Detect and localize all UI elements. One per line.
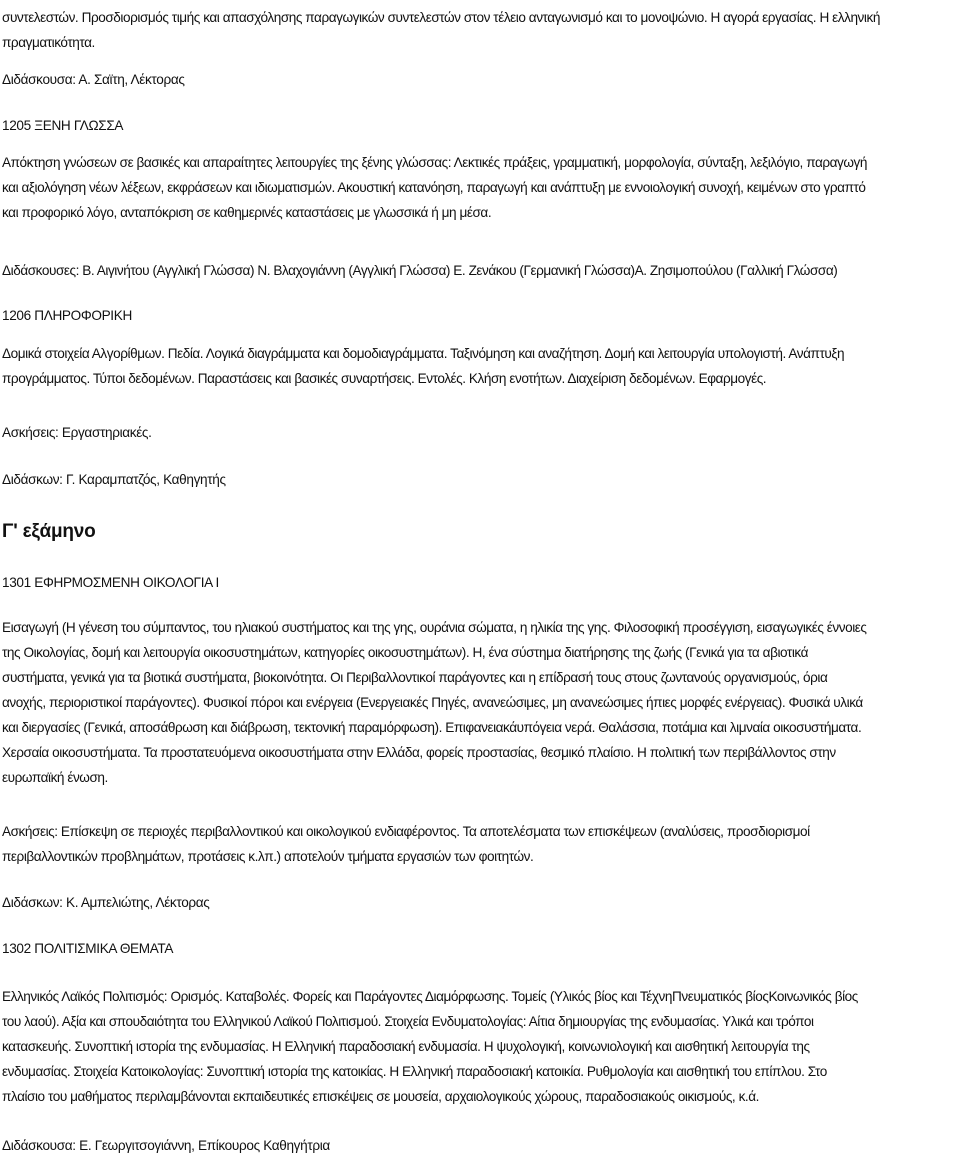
text-line: Δομικά στοιχεία Αλγορίθμων. Πεδία. Λογικά διαγράμματα και δομοδιαγράμματα. Ταξινόμηση και αναζήτηση. Δομή και λειτουργία υπολογιστή. Ανάπτυξη: [2, 346, 845, 361]
text-line: Ελληνικός Λαϊκός Πολιτισμός: Ορισμός. Καταβολές. Φορείς και Παράγοντες Διαμόρφωσης. Τομείς (Υλικός βίος και ΤέχνηΠνευματικός βίοςΚοινωνικός βίος: [2, 989, 858, 1004]
semester-heading: Γ' εξάμηνο: [2, 521, 96, 542]
text-line: ανοχής, περιοριστικοί παράγοντες). Φυσικοί πόροι και ενέργεια (Ενεργειακές Πηγές, ανανεώσιμες, μη ανανεώσιμες ήπιες μορφές ενέργειας). Φυσικά υλικά: [2, 695, 863, 710]
course-description-1301: [2, 615, 957, 790]
text-line: συντελεστών. Προσδιορισμός τιμής και απασχόλησης παραγωγικών συντελεστών στον τέλειο ανταγωνισμό και το μονοψώνιο. Η αγορά εργασίας. Η ελληνική: [2, 10, 880, 25]
teacher-line: Διδάσκουσα: Α. Σαϊτη, Λέκτορας: [2, 72, 185, 87]
text-line: ευρωπαϊκή ένωση.: [2, 770, 108, 785]
text-line: περιβαλλοντικών προβλημάτων, προτάσεις κ.λπ.) αποτελούν τμήματα εργασιών των φοιτητών.: [2, 849, 534, 864]
course-title-1302: 1302 ΠΟΛΙΤΙΣΜΙΚΑ ΘΕΜΑΤΑ: [2, 941, 174, 956]
course-title-1206: 1206 ΠΛΗΡΟΦΟΡΙΚΗ: [2, 308, 132, 323]
course-description-1302: [2, 984, 957, 1109]
teachers-line-1205: Διδάσκουσες: Β. Αιγινήτου (Αγγλική Γλώσσα) Ν. Βλαχογιάννη (Αγγλική Γλώσσα) Ε. Ζενάκου (Γερμανική Γλώσσα)Α. Ζησιμοπούλου (Γαλλική Γλώσσα): [2, 263, 838, 278]
text-line: προγράμματος. Τύποι δεδομένων. Παραστάσεις και βασικές συναρτήσεις. Εντολές. Κλήση ενοτήτων. Διαχείριση δεδομένων. Εφαρμογές.: [2, 371, 767, 386]
teacher-line: Διδάσκουσα: Ε. Γεωργιτσογιάννη, Επίκουρος Καθηγήτρια: [2, 1138, 330, 1153]
text-line: και αξιολόγηση νέων λέξεων, εκφράσεων και ιδιωματισμών. Ακουστική κατανόηση, παραγωγή και ανάπτυξη με εννοιολογική συνοχή, κειμένων στο γραπτό: [2, 180, 866, 195]
text-line: και διεργασίες (Γενικά, αποσάθρωση και διάβρωση, τεκτονική παραμόρφωση). Επιφανειακάυπόγεια νερά. Θαλάσσια, ποτάμια και λιμναία οικοσυστήματα.: [2, 720, 862, 735]
exercises-line-1206: Ασκήσεις: Εργαστηριακές.: [2, 425, 152, 440]
course-title-1301: 1301 ΕΦΗΡΜΟΣΜΕΝΗ ΟΙΚΟΛΟΓΙΑ Ι: [2, 575, 219, 590]
text-line: Χερσαία οικοσυστήματα. Τα προστατευόμενα οικοσυστήματα στην Ελλάδα, φορείς προστασίας, θεσμικό πλαίσιο. Η πολιτική των περιβάλλοντος στην: [2, 745, 836, 760]
text-line: του λαού). Αξία και σπουδαιότητα του Ελληνικού Λαϊκού Πολιτισμού. Στοιχεία Ενδυματολογίας: Αίτια δημιουργίας της ενδυμασίας. Υλικά και τρόποι: [2, 1014, 814, 1029]
teacher-line: Διδάσκων: Κ. Αμπελιώτης, Λέκτορας: [2, 895, 210, 910]
text-line: Απόκτηση γνώσεων σε βασικές και απαραίτητες λειτουργίες της ξένης γλώσσας: Λεκτικές πράξεις, γραμματική, μορφολογία, σύνταξη, λεξιλόγιο, παραγωγή: [2, 155, 868, 170]
text-line: συστήματα, γενικά για τα βιοτικά συστήματα, βιοκοινότητα. Οι Περιβαλλοντικοί παράγοντες και η επίδρασή τους στους ζωντανούς οργανισμούς, όρια: [2, 670, 828, 685]
text-line: ενδυμασίας. Στοιχεία Κατοικολογίας: Συνοπτική ιστορία της κατοικίας. Η Ελληνική παραδοσιακή κατοικία. Ρυθμολογία και αισθητική του επίπλου. Στο: [2, 1064, 827, 1079]
text-line: της Οικολογίας, δομή και λειτουργία οικοσυστημάτων, κατηγορίες οικοσυστημάτων). Η, ένα σύστημα διατήρησης της ζωής (Γενικά για τα αβιοτικά: [2, 645, 809, 660]
course-description-1206: [2, 341, 957, 391]
text-line: και προφορικό λόγο, ανταπόκριση σε καθημερινές καταστάσεις με γλωσσικά ή μη μέσα.: [2, 205, 492, 220]
teacher-line: Διδάσκων: Γ. Καραμπατζός, Καθηγητής: [2, 472, 226, 487]
text-line: Ασκήσεις: Επίσκεψη σε περιοχές περιβαλλοντικού και οικολογικού ενδιαφέροντος. Τα αποτελέσματα των επισκέψεων (αναλύσεις, προσδιορισμοί: [2, 824, 810, 839]
text-line: πλαίσιο του μαθήματος περιλαμβάνονται εκπαιδευτικές επισκέψεις σε μουσεία, αρχαιολογικούς χώρους, παραδοσιακούς οικισμούς, κ.ά.: [2, 1089, 759, 1104]
text-line: πραγματικότητα.: [2, 35, 95, 50]
text-line: Εισαγωγή (Η γένεση του σύμπαντος, του ηλιακού συστήματος και της γης, ουράνια σώματα, η ηλικία της γης. Φιλοσοφική προσέγγιση, εισαγωγικές έννοιες: [2, 620, 867, 635]
text-line: κατασκευής. Συνοπτική ιστορία της ενδυμασίας. Η Ελληνική παραδοσιακή ενδυμασία. Η ψυχολογική, κοινωνιολογική και αισθητική λειτουργία της: [2, 1039, 810, 1054]
intro-paragraph: [2, 5, 957, 55]
course-title-1205: 1205 ΞΕΝΗ ΓΛΩΣΣΑ: [2, 118, 124, 133]
exercises-paragraph-1301: [2, 819, 957, 869]
course-description-1205: [2, 150, 957, 225]
